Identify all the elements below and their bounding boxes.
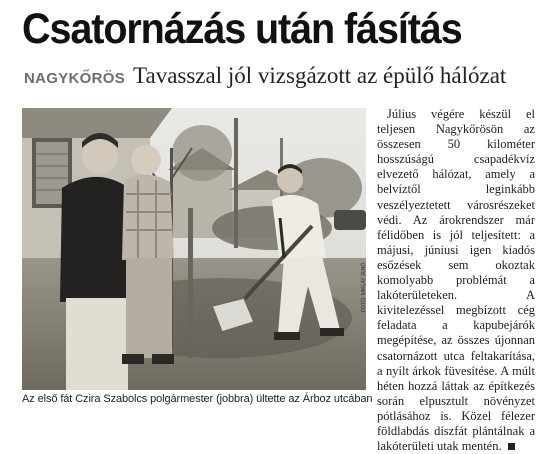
article-photo — [22, 108, 366, 390]
photo-caption: Az első fát Czira Szabolcs polgármester (jobbra) ültette az Árboz utcában — [22, 393, 373, 405]
article-body — [377, 107, 535, 454]
photo-illustration — [22, 108, 366, 390]
article-subline — [24, 62, 544, 93]
photo-credit: FOTÓ: MIKLAY JENŐ — [361, 262, 367, 312]
body-text: Július végére készül el teljesen Nagykőrösön az összesen 50 kilométer hosszúságú csapadékvíz elvezető hálózat, amely a belvíztől leginkább veszélyeztetett városrészeket védi. Az árokrendszer már félidőben is jól teljesített: a májusi, júniusi igen kiadós esőzések sem okoztak komolyabb problémát a lakóterületeken. A kivitelezéssel megbízott cég feladata a kapubejárók megépítése, az összes újonnan csatornázott utca feltakarítása, a nyílt árkok füvesítése. A múlt héten hozzá láttak az építkezés során elpusztult növényzet pótlásához is. Közel félezer földlabdás díszfát plántálnak a lakóterületi utak mentén. — [377, 107, 535, 454]
end-mark-icon — [508, 443, 515, 450]
article-deck: Tavasszal jól vizsgázott az épülő hálózat — [133, 63, 507, 88]
body-paragraph — [377, 107, 535, 454]
article-headline: Csatornázás után fásítás — [22, 5, 462, 53]
location-kicker: NAGYKŐRÖS — [24, 70, 126, 87]
